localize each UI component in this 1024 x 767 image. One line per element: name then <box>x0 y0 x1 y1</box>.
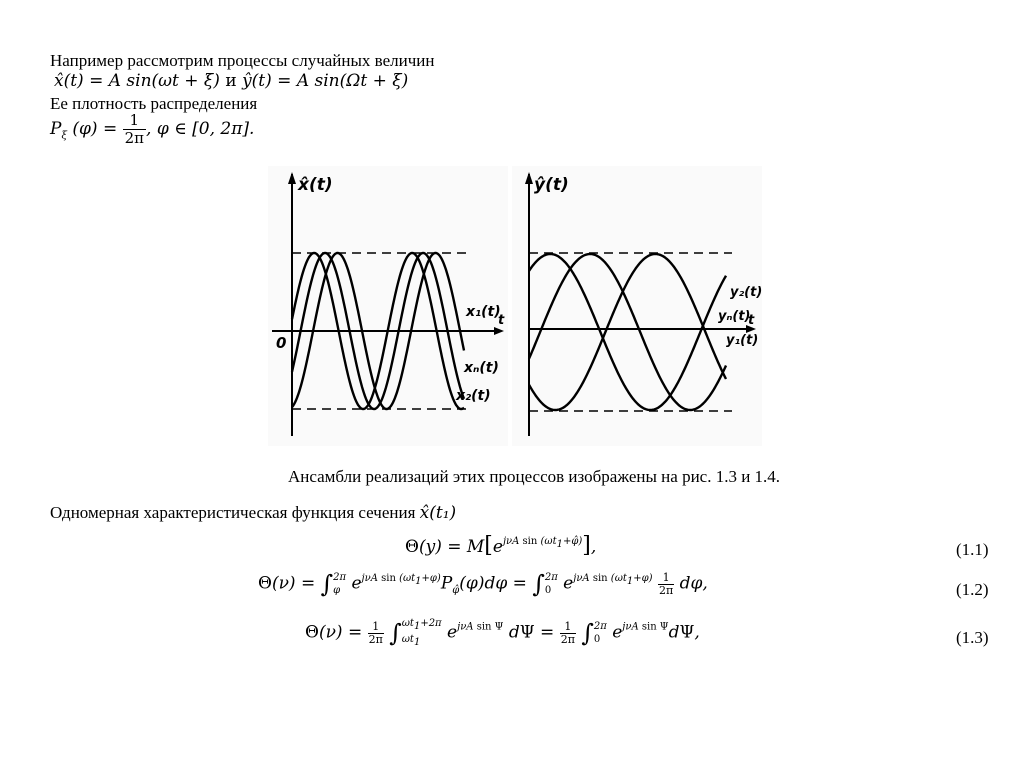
x-origin-label: 0 <box>276 334 287 352</box>
density-numerator: 1 <box>123 112 146 130</box>
intro-line-2 <box>54 71 408 91</box>
equation-number-1-3: (1.3) <box>956 628 989 647</box>
density-tail: , φ ∈ [0, 2π]. <box>146 119 255 139</box>
intro-line-1: Например рассмотрим процессы случайных величин <box>50 51 435 70</box>
density-formula <box>50 112 254 147</box>
equation-number-1-1: (1.1) <box>956 540 989 559</box>
section-heading <box>50 503 456 523</box>
x-axis-label: x̂(t) <box>298 175 333 195</box>
and-word: и <box>225 71 237 91</box>
y-t-label: t <box>748 313 755 328</box>
x-ensemble-plot <box>268 166 508 446</box>
y1-label: y₁(t) <box>726 333 759 348</box>
equation-1-1: $\Theta(y) = M[e^{j\nu A sin (\omega t_1+\varphî)}]$, <box>405 533 597 558</box>
xn-label: xₙ(t) <box>464 360 499 376</box>
x1-label: x₁(t) <box>466 304 501 320</box>
equation-number-1-2: (1.2) <box>956 580 989 599</box>
density-denominator: 2π <box>124 129 145 147</box>
figure-caption: Ансамбли реализаций этих процессов изображены на рис. 1.3 и 1.4. <box>288 467 781 486</box>
intro-line-3: Ее плотность распределения <box>50 94 258 113</box>
y-axis-label: ŷ(t) <box>534 175 569 195</box>
density-fraction <box>123 112 146 147</box>
equation-1-3: Θ(ν) = $\frac{1}{2\pi}$ ∫ $\omega t_1+2\pi$ $\omega t_1$ $e^{j\nu A sin \Psi}$ dΨ = $\frac{1}{2\pi}$ ∫ 2π 0 $e^{j\nu A sin \Psi}d\Psi$, <box>305 618 700 648</box>
equation-1-2: Θ(ν) = ∫ 2π φ $e^{j\nu A sin (\omega t_1+\varphi)}P_{\varphî}(\varphi)d\varphi$ = ∫ 2π 0 $e^{j\nu A sin (\omega t_1+\varphi)}$ $\frac{1}{2\pi}$ dφ, <box>258 570 708 598</box>
y-ensemble-plot <box>512 166 762 446</box>
x2-label: x₂(t) <box>456 388 491 404</box>
y2-label: y₂(t) <box>730 285 762 300</box>
x-process-formula: x̂(t) = A sin(ωt + ξ) <box>54 71 220 91</box>
density-arg: (φ) = <box>72 119 118 139</box>
density-lhs: P <box>50 119 62 139</box>
x-t-label: t <box>498 313 505 328</box>
yn-label: yₙ(t) <box>718 309 751 324</box>
y-process-formula: ŷ(t) = A sin(Ωt + ξ) <box>242 71 409 91</box>
section-heading-math: x̂(t₁) <box>419 503 457 523</box>
density-sub: ξ <box>61 130 67 142</box>
section-heading-text: Одномерная характеристическая функция сечения <box>50 503 416 522</box>
